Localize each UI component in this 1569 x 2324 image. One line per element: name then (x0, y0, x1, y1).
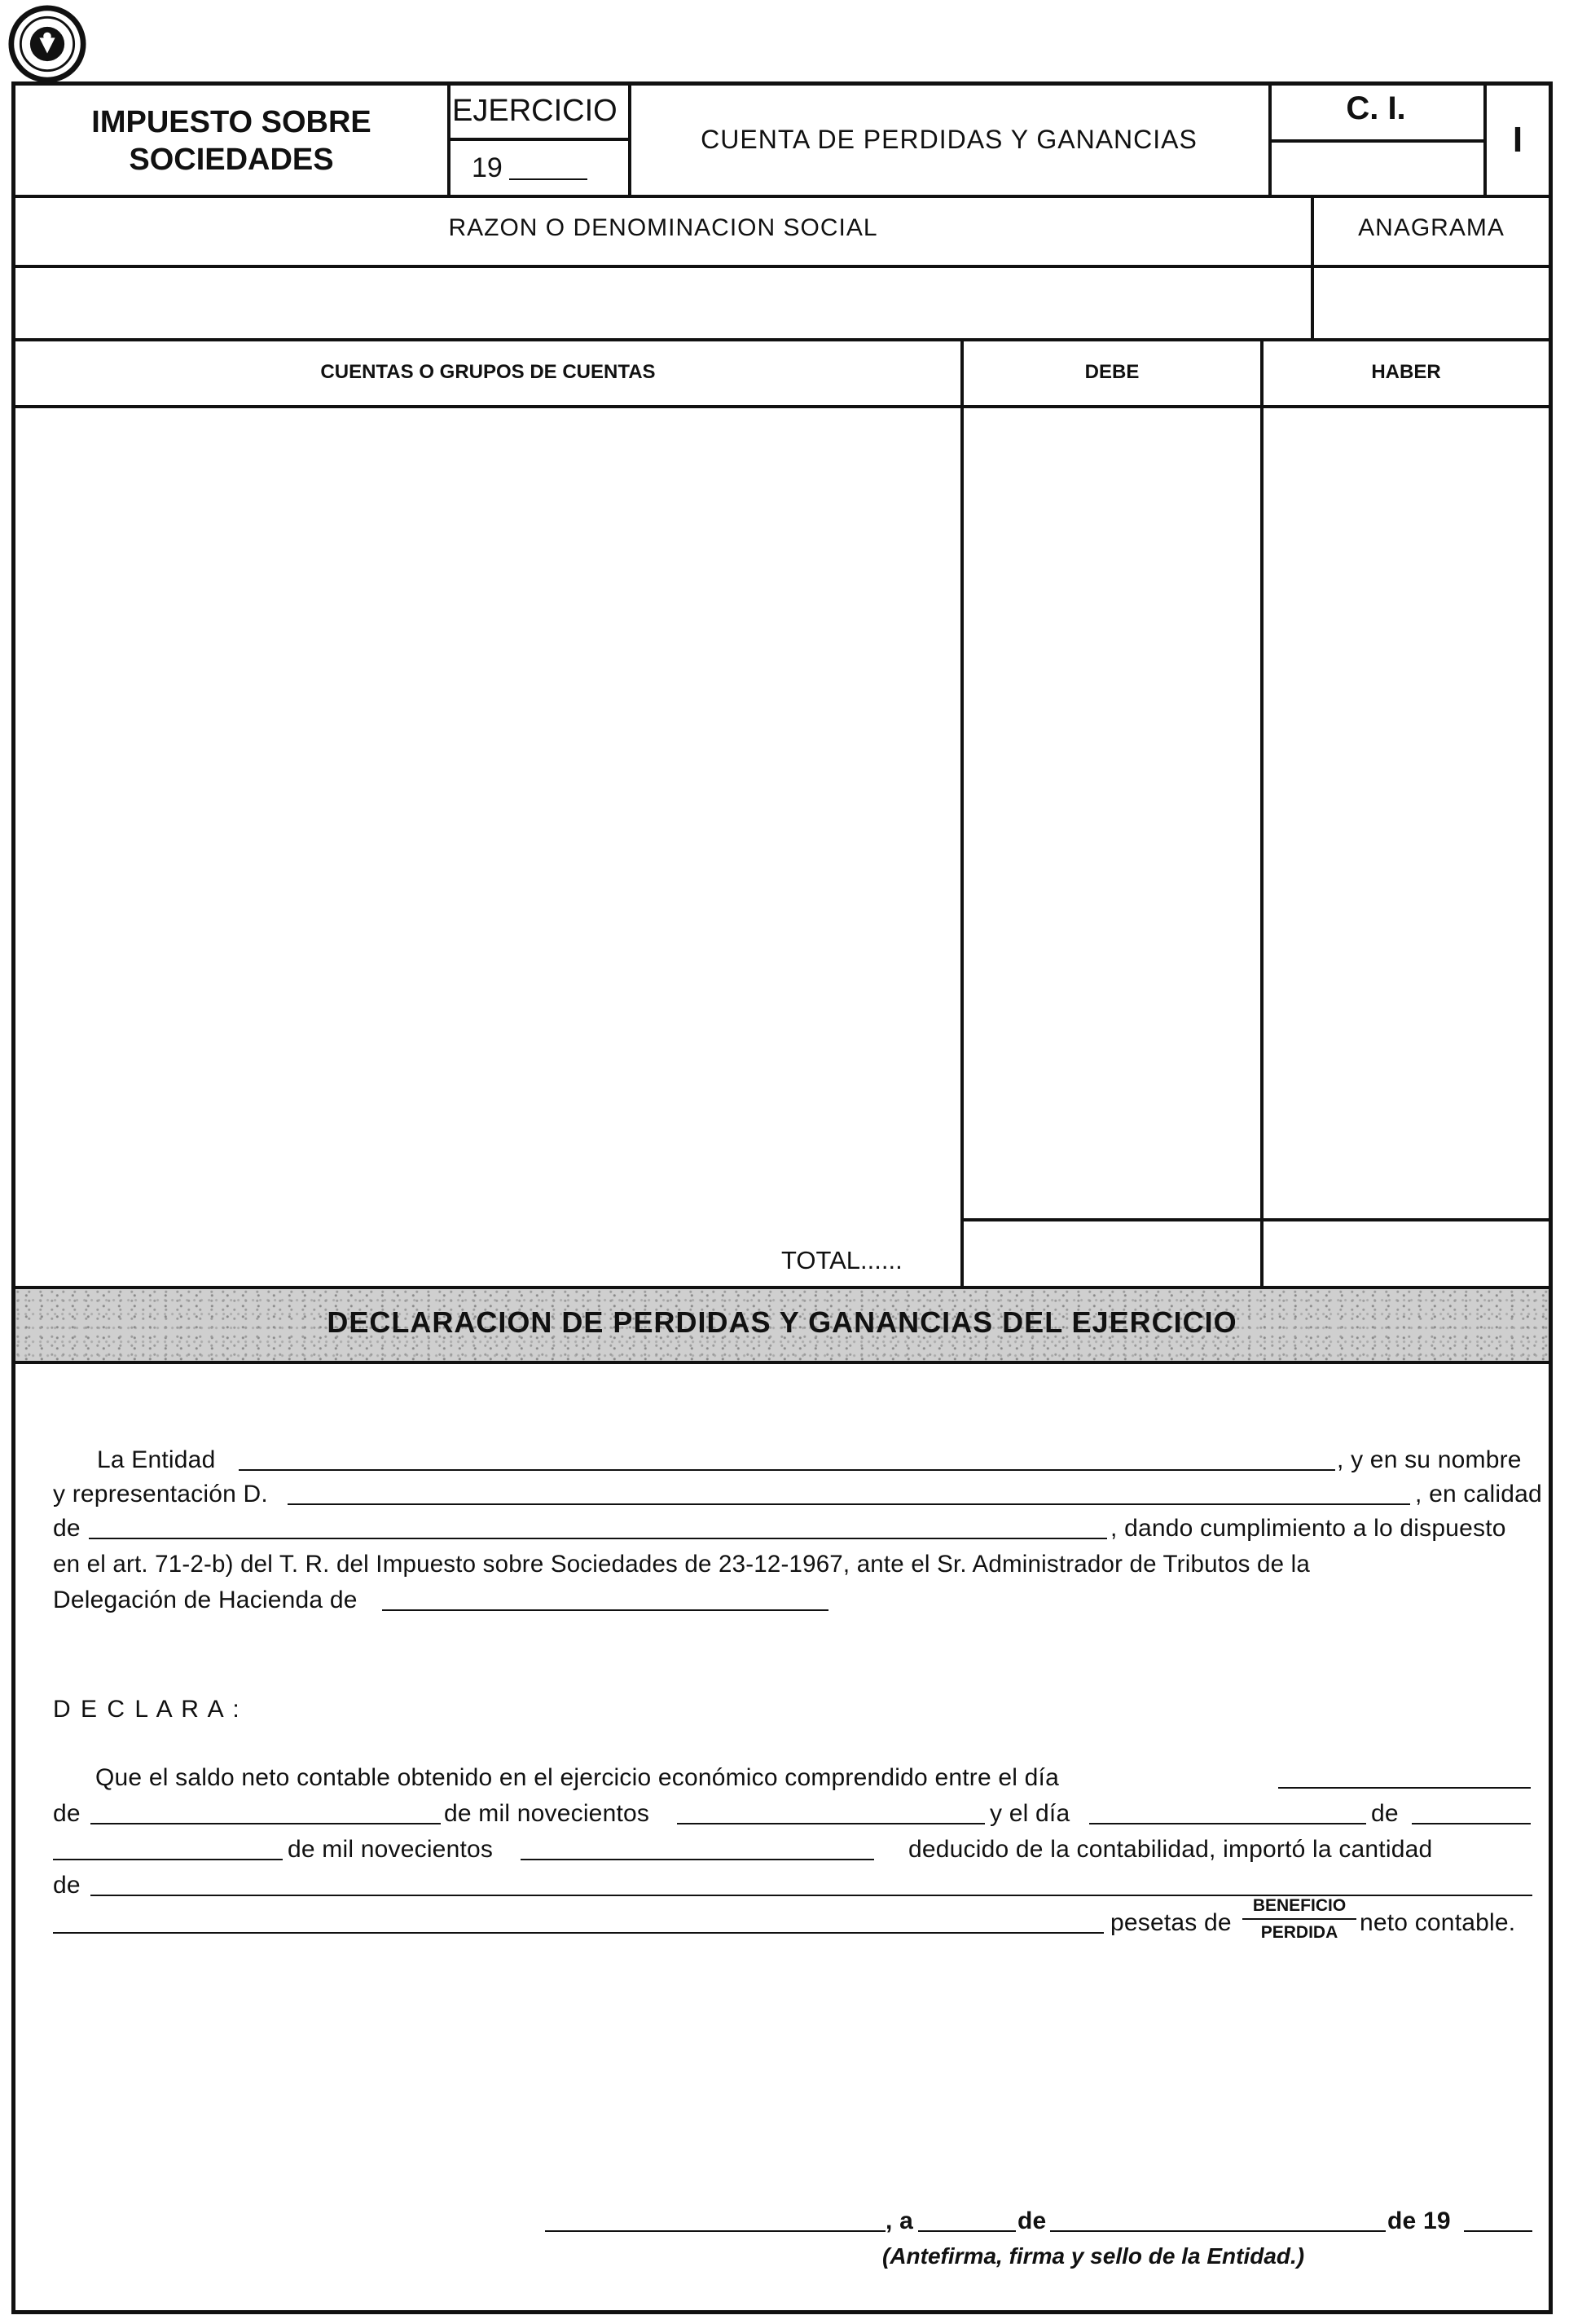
sig-mes-field[interactable] (1050, 2230, 1386, 2232)
signature-caption: (Antefirma, firma y sello de la Entidad.) (882, 2243, 1305, 2269)
p1-calidad: , en calidad (1415, 1481, 1542, 1508)
tax-title: IMPUESTO SOBRE SOCIEDADES (91, 105, 371, 177)
page-number: I (1512, 120, 1523, 160)
form-title: CUENTA DE PERDIDAS Y GANANCIAS (701, 125, 1198, 154)
entidad-field[interactable] (239, 1469, 1335, 1471)
p1-delegacion: Delegación de Hacienda de (53, 1587, 358, 1613)
fecha-fin-anio-field[interactable] (521, 1859, 874, 1860)
p1-entidad: La Entidad (97, 1446, 216, 1473)
p2-neto: neto contable. (1360, 1909, 1516, 1936)
razon-social-field[interactable] (19, 270, 1308, 337)
declaration-banner-title: DECLARACION DE PERDIDAS Y GANANCIAS DEL EJERCICIO (327, 1305, 1237, 1339)
delegacion-field[interactable] (382, 1609, 828, 1611)
debe-total-field[interactable] (967, 1225, 1257, 1287)
p1-nombre: , y en su nombre (1337, 1446, 1522, 1473)
ejercicio-label: EJERCICIO (452, 94, 617, 128)
haber-entry-area[interactable] (1265, 410, 1545, 1213)
debe-entry-area[interactable] (967, 410, 1257, 1213)
fecha-inicio-mes-field[interactable] (90, 1823, 441, 1824)
p2-mil2: de mil novecientos (288, 1836, 494, 1863)
beneficio-perdida-fraction (1242, 1896, 1356, 1943)
razon-social-label: RAZON O DENOMINACION SOCIAL (448, 214, 878, 241)
anagrama-field[interactable] (1316, 270, 1545, 337)
p2-deducido: deducido de la contabilidad, importó la cantidad (908, 1836, 1433, 1863)
sig-de: de (1017, 2207, 1047, 2234)
p2-de: de (53, 1800, 81, 1827)
p2-de2: de (1371, 1800, 1399, 1827)
declaration-banner (15, 1289, 1549, 1362)
p1-de: de (53, 1515, 81, 1542)
col-debe-header: DEBE (1084, 361, 1140, 383)
calidad-field[interactable] (89, 1538, 1107, 1539)
sig-a: , a (886, 2207, 913, 2234)
official-seal-icon (8, 5, 86, 83)
fecha-fin-dia-field[interactable] (1089, 1823, 1366, 1824)
total-label: TOTAL...... (781, 1246, 903, 1274)
signature-area[interactable] (830, 2278, 1531, 2302)
beneficio-label: BENEFICIO (1242, 1896, 1356, 1920)
cuentas-entry-area[interactable] (19, 410, 957, 1225)
fecha-fin-mes-cont-field[interactable] (53, 1859, 283, 1860)
perdida-label: PERDIDA (1260, 1923, 1338, 1942)
cantidad-field-cont[interactable] (53, 1932, 1104, 1934)
ejercicio-year-field[interactable] (509, 178, 587, 180)
sig-dia-field[interactable] (918, 2230, 1016, 2232)
p2-mil1: de mil novecientos (444, 1800, 650, 1827)
fecha-fin-mes-field[interactable] (1412, 1823, 1531, 1824)
p2-pesetas: pesetas de (1110, 1909, 1232, 1936)
sig-de19: de 19 (1387, 2207, 1451, 2234)
representante-field[interactable] (288, 1503, 1410, 1505)
col-cuentas-header: CUENTAS O GRUPOS DE CUENTAS (320, 361, 656, 383)
p1-line4: en el art. 71-2-b) del T. R. del Impuesto sobre Sociedades de 23-12-1967, ante el Sr. Administrador de Tributos de la (53, 1551, 1310, 1578)
form-code: C. I. (1346, 90, 1406, 126)
fecha-inicio-anio-field[interactable] (677, 1823, 985, 1824)
sig-anio-field[interactable] (1464, 2230, 1532, 2232)
lugar-field[interactable] (545, 2230, 886, 2232)
haber-total-field[interactable] (1265, 1225, 1545, 1287)
form-code-field[interactable] (1272, 143, 1482, 191)
form-frame (11, 81, 1553, 2314)
anagrama-label: ANAGRAMA (1358, 214, 1505, 241)
declara-heading: D E C L A R A : (53, 1696, 241, 1723)
p1-cumplimiento: , dando cumplimiento a lo dispuesto (1110, 1515, 1506, 1542)
p2-yeldia: y el día (990, 1800, 1070, 1827)
p2-que: Que el saldo neto contable obtenido en el ejercicio económico comprendido entre el día (95, 1764, 1059, 1791)
col-haber-header: HABER (1371, 361, 1441, 383)
fecha-inicio-dia-field[interactable] (1278, 1787, 1531, 1789)
p1-representacion: y representación D. (53, 1481, 268, 1508)
p2-de3: de (53, 1872, 81, 1899)
ejercicio-year: 19 (472, 152, 503, 183)
